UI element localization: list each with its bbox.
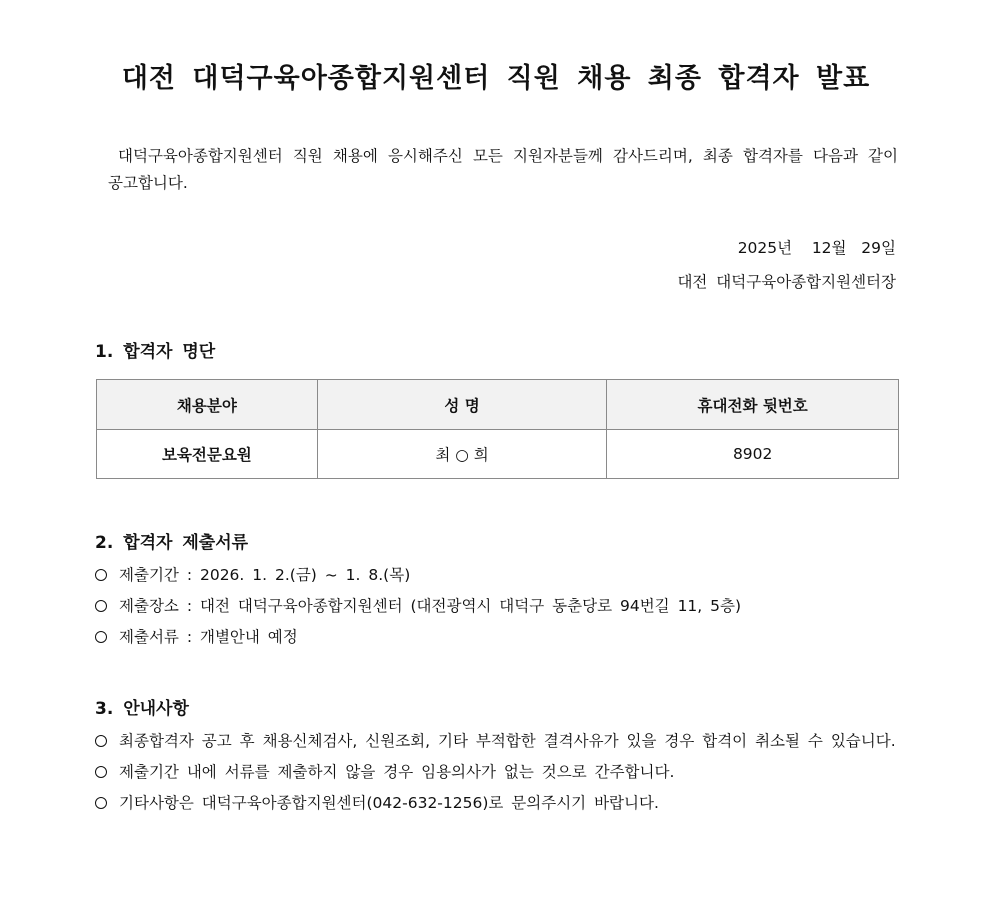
result-table <box>96 379 899 479</box>
section-2-title: 2. 합격자 제출서류 <box>95 533 249 553</box>
notice-list <box>95 728 898 821</box>
section-1-title: 1. 합격자 명단 <box>95 342 216 362</box>
header-phone: 휴대전화 뒷번호 <box>607 380 899 430</box>
list-item: 최종합격자 공고 후 채용신체검사, 신원조회, 기타 부적합한 결격사유가 있을 경우 합격이 취소될 수 있습니다. <box>95 728 898 755</box>
circle-bullet-icon <box>95 600 107 612</box>
header-field: 채용분야 <box>97 380 318 430</box>
list-item: 제출기간 : 2026. 1. 2.(금) ~ 1. 8.(목) <box>95 562 741 589</box>
table-row <box>97 430 899 479</box>
table-header-row <box>97 380 899 430</box>
announcement-date: 2025년 12월 29일 <box>737 239 896 257</box>
circle-bullet-icon <box>95 631 107 643</box>
circle-bullet-icon <box>95 766 107 778</box>
signer: 대전 대덕구육아종합지원센터장 <box>677 273 896 291</box>
list-item: 제출장소 : 대전 대덕구육아종합지원센터 (대전광역시 대덕구 동춘당로 94번길 11, 5층) <box>95 593 741 620</box>
cell-field: 보육전문요원 <box>97 430 318 479</box>
intro-paragraph: 대덕구육아종합지원센터 직원 채용에 응시해주신 모든 지원자분들께 감사드리며, 최종 합격자를 다음과 같이 공고합니다. <box>108 147 898 192</box>
section-3-title: 3. 안내사항 <box>95 699 189 719</box>
cell-name: 최 ○ 희 <box>317 430 607 479</box>
circle-bullet-icon <box>95 797 107 809</box>
list-item: 제출서류 : 개별안내 예정 <box>95 624 741 651</box>
list-item: 제출기간 내에 서류를 제출하지 않을 경우 임용의사가 없는 것으로 간주합니다. <box>95 759 898 786</box>
circle-bullet-icon <box>95 735 107 747</box>
page-title: 대전 대덕구육아종합지원센터 직원 채용 최종 합격자 발표 <box>121 63 871 94</box>
list-item: 기타사항은 대덕구육아종합지원센터(042-632-1256)로 문의주시기 바랍니다. <box>95 790 898 817</box>
header-name: 성 명 <box>317 380 607 430</box>
submission-list <box>95 562 741 655</box>
circle-bullet-icon <box>95 569 107 581</box>
cell-phone: 8902 <box>607 430 899 479</box>
